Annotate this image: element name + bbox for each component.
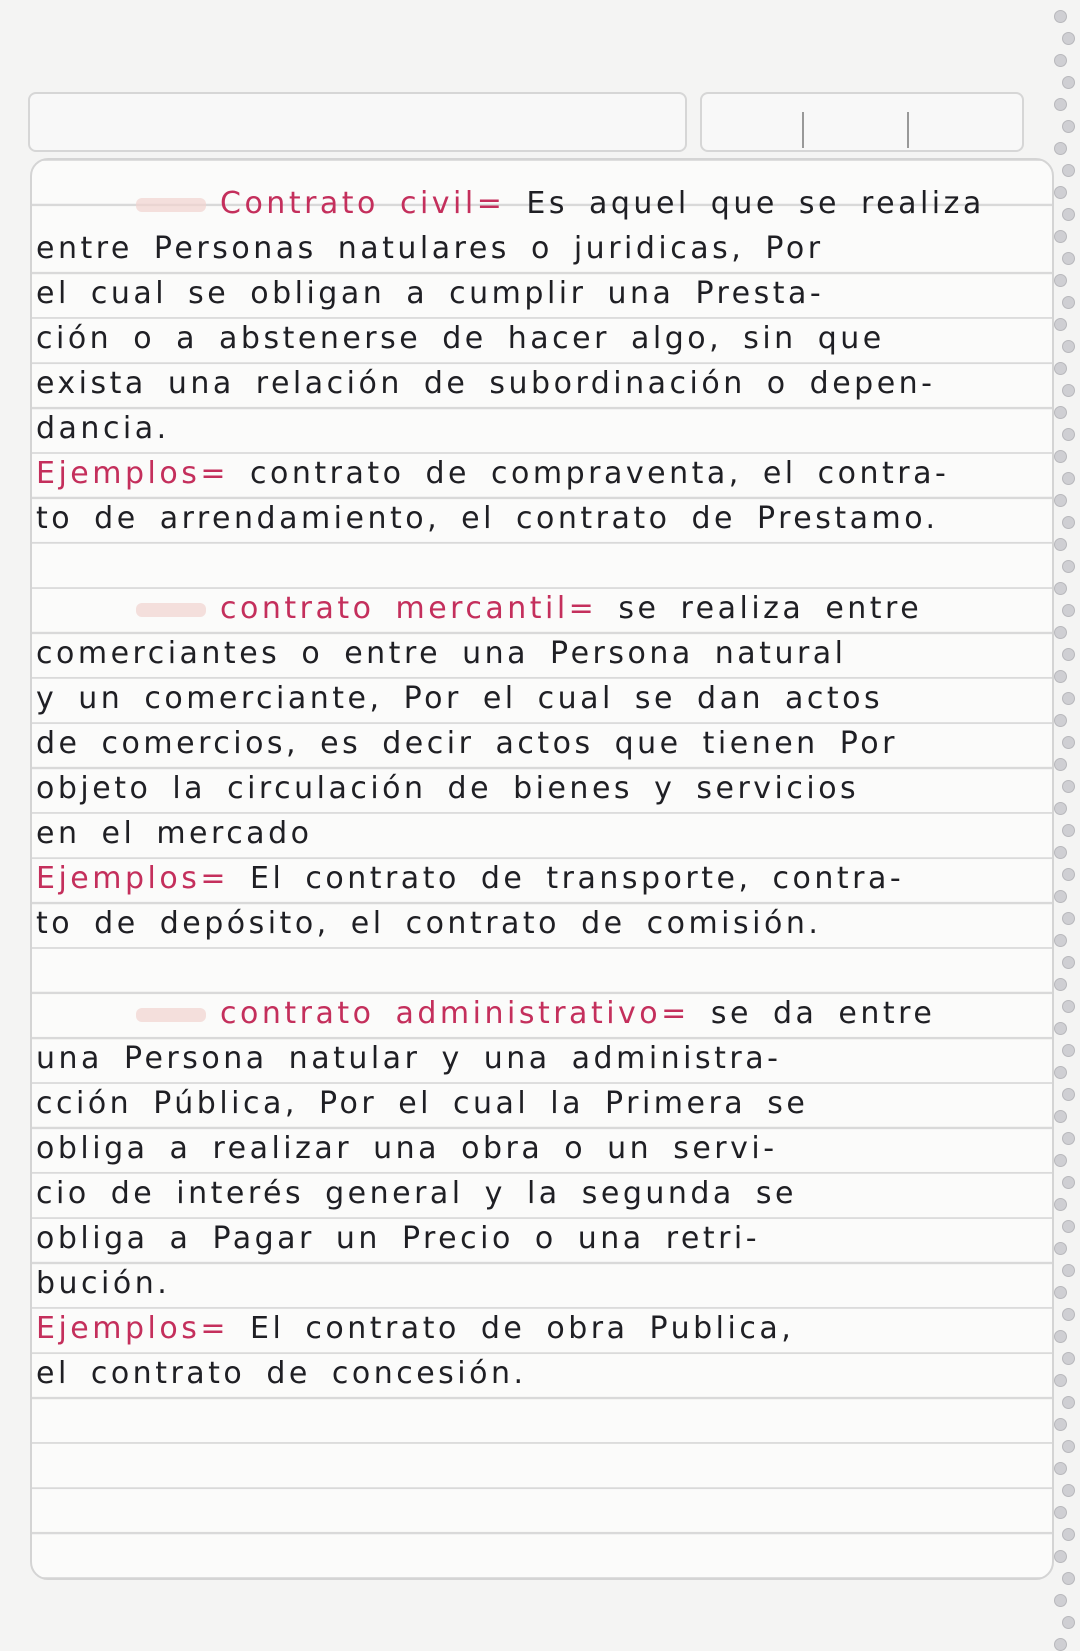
note-text: objeto la circulación de bienes y servicios	[36, 771, 860, 806]
spiral-hole	[1062, 1484, 1075, 1497]
note-text: entre Personas natulares o juridicas, Por	[36, 231, 824, 266]
spiral-hole	[1054, 1066, 1067, 1079]
spiral-hole	[1054, 934, 1067, 947]
spiral-hole	[1054, 1418, 1067, 1431]
spiral-hole	[1054, 802, 1067, 815]
spiral-hole	[1062, 1528, 1075, 1541]
spiral-hole	[1054, 494, 1067, 507]
note-line	[36, 1036, 1046, 1081]
spiral-hole	[1062, 1616, 1075, 1629]
spiral-hole	[1054, 626, 1067, 639]
spiral-hole	[1062, 1044, 1075, 1057]
note-line	[36, 406, 1046, 451]
spiral-hole	[1054, 890, 1067, 903]
note-line	[36, 361, 1046, 406]
note-text: comerciantes o entre una Persona natural	[36, 636, 847, 671]
spiral-hole	[1062, 208, 1075, 221]
spiral-hole	[1054, 1462, 1067, 1475]
spiral-hole	[1054, 1110, 1067, 1123]
note-text: obliga a realizar una obra o un servi-	[36, 1131, 778, 1166]
note-text: y un comerciante, Por el cual se dan actos	[36, 681, 884, 716]
spiral-hole	[1062, 1176, 1075, 1189]
note-text: exista una relación de subordinación o depen-	[36, 366, 936, 401]
spiral-hole	[1062, 648, 1075, 661]
note-text: se da entre	[689, 996, 936, 1031]
spiral-hole	[1054, 670, 1067, 683]
spiral-hole	[1062, 1440, 1075, 1453]
spiral-hole	[1054, 10, 1067, 23]
spiral-hole	[1062, 384, 1075, 397]
note-text: ción o a abstenerse de hacer algo, sin que	[36, 321, 885, 356]
section-heading: contrato administrativo=	[220, 996, 690, 1031]
spiral-hole	[1062, 516, 1075, 529]
note-line	[36, 1261, 1046, 1306]
spiral-hole	[1054, 1242, 1067, 1255]
note-section	[36, 991, 1046, 1396]
spiral-hole	[1054, 274, 1067, 287]
spiral-hole	[1054, 1022, 1067, 1035]
spiral-hole	[1062, 868, 1075, 881]
spiral-hole	[1062, 1396, 1075, 1409]
spiral-hole	[1054, 978, 1067, 991]
spiral-hole	[1062, 956, 1075, 969]
date-divider	[802, 112, 804, 148]
spiral-hole	[1062, 252, 1075, 265]
note-line	[36, 811, 1046, 856]
spiral-hole	[1054, 362, 1067, 375]
note-line	[36, 631, 1046, 676]
spiral-hole	[1054, 1506, 1067, 1519]
section-heading: contrato mercantil=	[220, 591, 598, 626]
note-line	[36, 1171, 1046, 1216]
examples-label: Ejemplos=	[36, 456, 229, 491]
note-line	[36, 991, 1046, 1036]
spiral-hole	[1054, 54, 1067, 67]
note-text: to de depósito, el contrato de comisión.	[36, 906, 822, 941]
spiral-hole	[1054, 318, 1067, 331]
spiral-hole	[1062, 692, 1075, 705]
header-box-date	[700, 92, 1024, 152]
spiral-hole	[1062, 824, 1075, 837]
examples-label: Ejemplos=	[36, 861, 229, 896]
highlight-mark	[136, 198, 206, 212]
handwritten-notes	[36, 181, 1046, 1441]
spiral-hole	[1062, 1352, 1075, 1365]
spiral-hole	[1062, 604, 1075, 617]
note-text: cio de interés general y la segunda se	[36, 1176, 797, 1211]
spiral-hole	[1054, 1594, 1067, 1607]
note-line	[36, 496, 1046, 541]
note-text: el cual se obligan a cumplir una Presta-	[36, 276, 825, 311]
note-text: cción Pública, Por el cual la Primera se	[36, 1086, 809, 1121]
note-line	[36, 721, 1046, 766]
note-text: bución.	[36, 1266, 171, 1301]
date-divider	[907, 112, 909, 148]
spiral-hole	[1054, 230, 1067, 243]
note-text: dancia.	[36, 411, 170, 446]
spiral-hole	[1054, 1330, 1067, 1343]
spiral-hole	[1054, 142, 1067, 155]
note-line	[36, 1126, 1046, 1171]
note-line	[36, 856, 1046, 901]
note-line	[36, 271, 1046, 316]
spiral-hole	[1054, 582, 1067, 595]
spiral-hole	[1054, 1286, 1067, 1299]
spiral-hole	[1062, 472, 1075, 485]
note-text: to de arrendamiento, el contrato de Prestamo.	[36, 501, 939, 536]
highlight-mark	[136, 603, 206, 617]
note-text: El contrato de transporte, contra-	[228, 861, 905, 896]
note-line	[36, 1351, 1046, 1396]
note-text: El contrato de obra Publica,	[228, 1311, 795, 1346]
spiral-hole	[1062, 76, 1075, 89]
spiral-hole	[1054, 1198, 1067, 1211]
note-line	[36, 1081, 1046, 1126]
note-line	[36, 451, 1046, 496]
note-line	[36, 181, 1046, 226]
note-text: se realiza entre	[597, 591, 923, 626]
note-line	[36, 316, 1046, 361]
spiral-hole	[1054, 538, 1067, 551]
note-text: contrato de compraventa, el contra-	[228, 456, 950, 491]
spiral-hole	[1062, 296, 1075, 309]
note-section	[36, 586, 1046, 946]
spiral-hole	[1062, 560, 1075, 573]
note-line	[36, 1306, 1046, 1351]
spiral-hole	[1062, 340, 1075, 353]
spiral-hole	[1062, 736, 1075, 749]
spiral-hole	[1062, 780, 1075, 793]
spiral-hole	[1054, 846, 1067, 859]
note-text: una Persona natular y una administra-	[36, 1041, 782, 1076]
note-section	[36, 181, 1046, 541]
section-heading: Contrato civil=	[220, 186, 506, 221]
spiral-binding	[1040, 0, 1080, 1640]
spiral-hole	[1062, 1264, 1075, 1277]
spiral-hole	[1062, 912, 1075, 925]
spiral-hole	[1062, 1132, 1075, 1145]
note-text: el contrato de concesión.	[36, 1356, 527, 1391]
examples-label: Ejemplos=	[36, 1311, 229, 1346]
note-line	[36, 676, 1046, 721]
note-line	[36, 901, 1046, 946]
spiral-hole	[1054, 714, 1067, 727]
note-line	[36, 586, 1046, 631]
note-text: en el mercado	[36, 816, 313, 851]
spiral-hole	[1062, 1308, 1075, 1321]
spiral-hole	[1054, 758, 1067, 771]
spiral-hole	[1054, 98, 1067, 111]
note-line	[36, 766, 1046, 811]
note-text: obliga a Pagar un Precio o una retri-	[36, 1221, 761, 1256]
spiral-hole	[1062, 1000, 1075, 1013]
spiral-hole	[1062, 428, 1075, 441]
spiral-hole	[1062, 164, 1075, 177]
spiral-hole	[1062, 1088, 1075, 1101]
spiral-hole	[1062, 1220, 1075, 1233]
spiral-hole	[1054, 450, 1067, 463]
note-line	[36, 1216, 1046, 1261]
spiral-hole	[1062, 32, 1075, 45]
spiral-hole	[1054, 1154, 1067, 1167]
header-box-title	[28, 92, 687, 152]
note-text: Es aquel que se realiza	[505, 186, 985, 221]
spiral-hole	[1062, 120, 1075, 133]
spiral-hole	[1054, 1374, 1067, 1387]
spiral-hole	[1054, 406, 1067, 419]
spiral-hole	[1054, 186, 1067, 199]
spiral-hole	[1054, 1550, 1067, 1563]
spiral-hole	[1062, 1572, 1075, 1585]
note-line	[36, 226, 1046, 271]
highlight-mark	[136, 1008, 206, 1022]
note-text: de comercios, es decir actos que tienen Por	[36, 726, 898, 761]
